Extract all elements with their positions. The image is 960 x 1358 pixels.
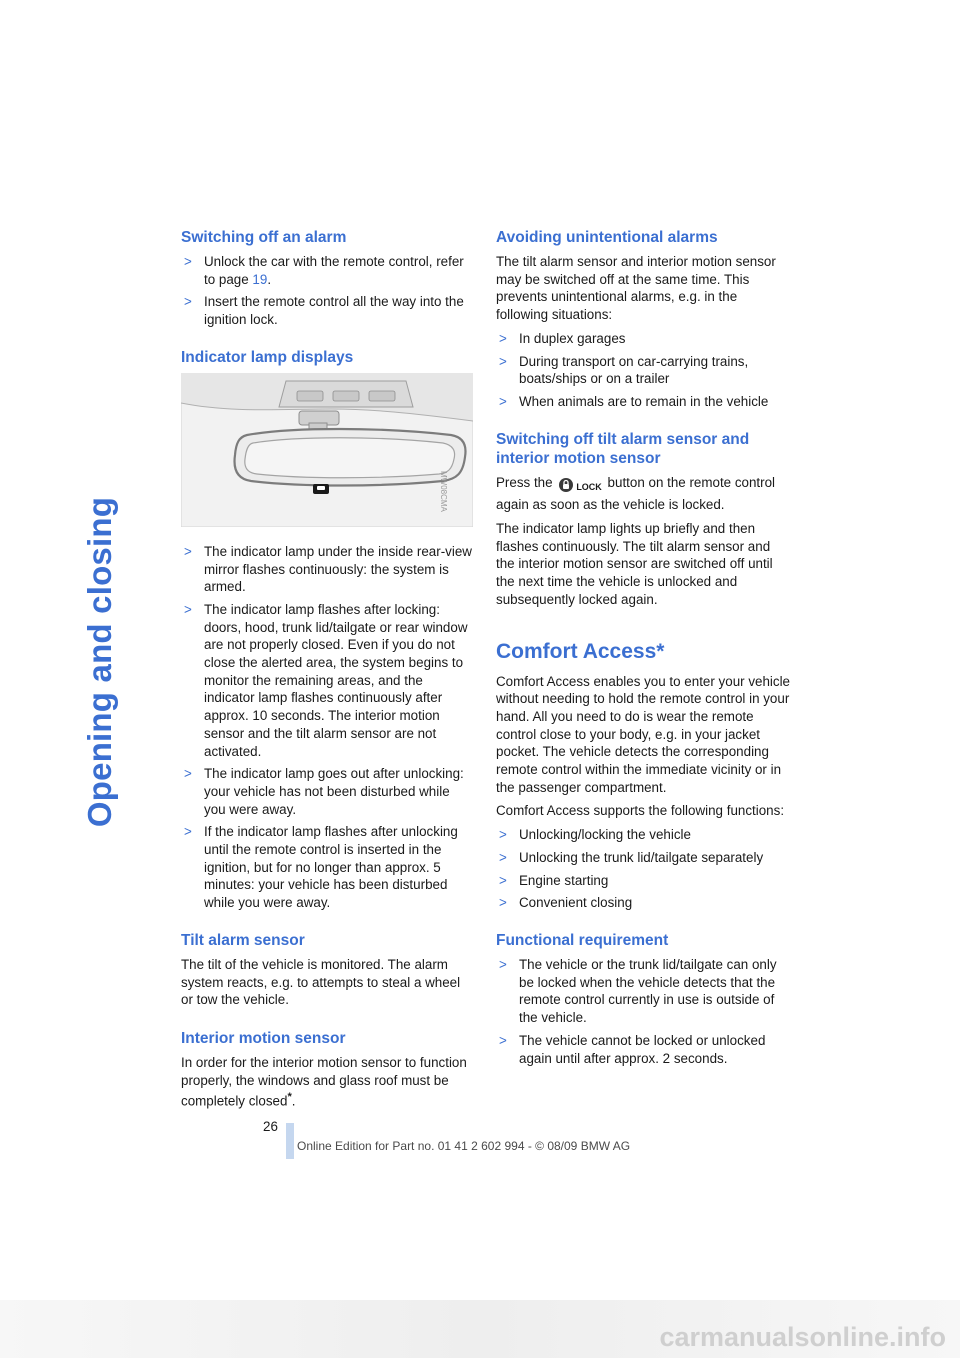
list-item: > The indicator lamp goes out after unlocking: your vehicle has not been disturbed while you were away. [184, 766, 464, 817]
bullet-icon: > [499, 353, 507, 369]
list-item: > Unlock the car with the remote control, refer to page 19. [184, 254, 464, 287]
tilt-text: The tilt of the vehicle is monitored. The alarm system reacts, e.g. to attempts to steal a wheel or tow the vehicle. [181, 956, 461, 1008]
list-item: > During transport on car-carrying trains, boats/ships or on a trailer [499, 353, 749, 387]
bullet-icon: > [499, 393, 507, 409]
bullet-icon: > [499, 827, 507, 843]
avoiding-text: The tilt alarm sensor and interior motion sensor may be switched off at the same time. This prevents unintentional alarms, e.g. in the following situations: [496, 254, 776, 323]
heading-interior-motion: Interior motion sensor [181, 1029, 346, 1047]
heading-tilt-alarm: Tilt alarm sensor [181, 931, 305, 949]
switch-tilt-text-1: Press the LOCK button on the remote control again as soon as the vehicle is locked. [496, 474, 776, 513]
bullet-icon: > [499, 956, 507, 972]
heading-switching-off-alarm: Switching off an alarm [181, 229, 347, 246]
heading-functional-requirement: Functional requirement [496, 931, 669, 949]
indicator-list [181, 543, 473, 912]
list-item: > The vehicle cannot be locked or unlocked again until after approx. 2 seconds. [499, 1032, 766, 1066]
bullet-icon: > [499, 1032, 507, 1048]
list-item: > The indicator lamp under the inside rear-view mirror flashes continuously: the system is armed. [184, 543, 472, 595]
bullet-icon: > [184, 543, 192, 559]
list-item: > Convenient closing [499, 895, 633, 911]
bullet-icon: > [184, 254, 192, 269]
functional-list [496, 956, 790, 1067]
list-item: > Insert the remote control all the way into the ignition lock. [184, 294, 464, 328]
footer-bar [286, 1123, 294, 1159]
edition-footer: Online Edition for Part no. 01 41 2 602 994 - © 08/09 BMW AG [297, 1139, 631, 1153]
list-item: > When animals are to remain in the vehicle [499, 393, 769, 409]
right-column [496, 228, 790, 1072]
bullet-icon: > [499, 895, 507, 911]
bullet-icon: > [184, 601, 192, 617]
bullet-icon: > [499, 872, 507, 888]
list-item: > If the indicator lamp flashes after unlocking until the remote control is inserted in the ignition, but for no longer than approx. 5 minutes: your vehicle has been disturbed while you were away. [184, 824, 458, 911]
comfort-list [496, 826, 790, 912]
list-item: > Unlocking/locking the vehicle [499, 827, 691, 843]
heading-comfort-access: Comfort Access* [496, 639, 665, 663]
comfort-text-1: Comfort Access enables you to enter your vehicle without needing to hold the remote control in your hand. All you need to do is wear the remote control close to your body, e.g. in your jacket pocket. The vehicle detects the corresponding remote control within the immediate vicinity or in the passenger compartment. [496, 673, 790, 795]
switch-tilt-text-2: The indicator lamp lights up briefly and then flashes continuously. The tilt alarm sensor and the interior motion sensor are switched off until the next time the vehicle is unlocked and subsequently locked again. [496, 521, 773, 607]
interior-text: In order for the interior motion sensor to function properly, the windows and glass roof must be completely closed*. [181, 1054, 467, 1109]
heading-avoiding-alarms: Avoiding unintentional alarms [496, 229, 718, 246]
heading-indicator-lamp: Indicator lamp displays [181, 348, 354, 366]
list-item: > The indicator lamp flashes after locking: doors, hood, trunk lid/tailgate or rear window are not properly closed. Even if you do not close the alerted area, the system begins to monitor the remaining areas, and the indicator lamp flashes continuously after approx. 10 seconds. The interior motion sensor and the tilt alarm sensor are not activated. [184, 601, 468, 759]
list-item: > In duplex garages [499, 330, 626, 346]
bullet-icon: > [184, 824, 192, 840]
left-column [181, 228, 473, 1117]
figure-code: MW08CMA [439, 470, 449, 512]
comfort-text-2: Comfort Access supports the following functions: [496, 803, 785, 819]
list-item: > The vehicle or the trunk lid/tailgate can only be locked when the vehicle detects that the remote control currently in use is outside of the vehicle. [499, 956, 777, 1026]
avoiding-list [496, 330, 790, 411]
lock-button-icon: LOCK [558, 477, 602, 497]
optional-equipment-star: * [287, 1091, 292, 1104]
switching-off-list [181, 253, 473, 329]
watermark-text: carmanualsonline.info [659, 1322, 946, 1352]
bullet-icon: > [499, 330, 507, 346]
watermark-band [0, 1300, 960, 1358]
bullet-icon: > [499, 849, 507, 865]
heading-switching-off-tilt: Switching off tilt alarm sensor and interior motion sensor [496, 430, 750, 467]
page-number: 26 [263, 1119, 278, 1134]
rearview-mirror-icon [181, 373, 473, 527]
mirror-illustration [181, 373, 473, 527]
bullet-icon: > [184, 766, 192, 782]
list-item: > Engine starting [499, 872, 609, 888]
bullet-icon: > [184, 294, 192, 310]
page-link[interactable]: 19 [252, 271, 268, 287]
list-item: > Unlocking the trunk lid/tailgate separately [499, 849, 764, 865]
